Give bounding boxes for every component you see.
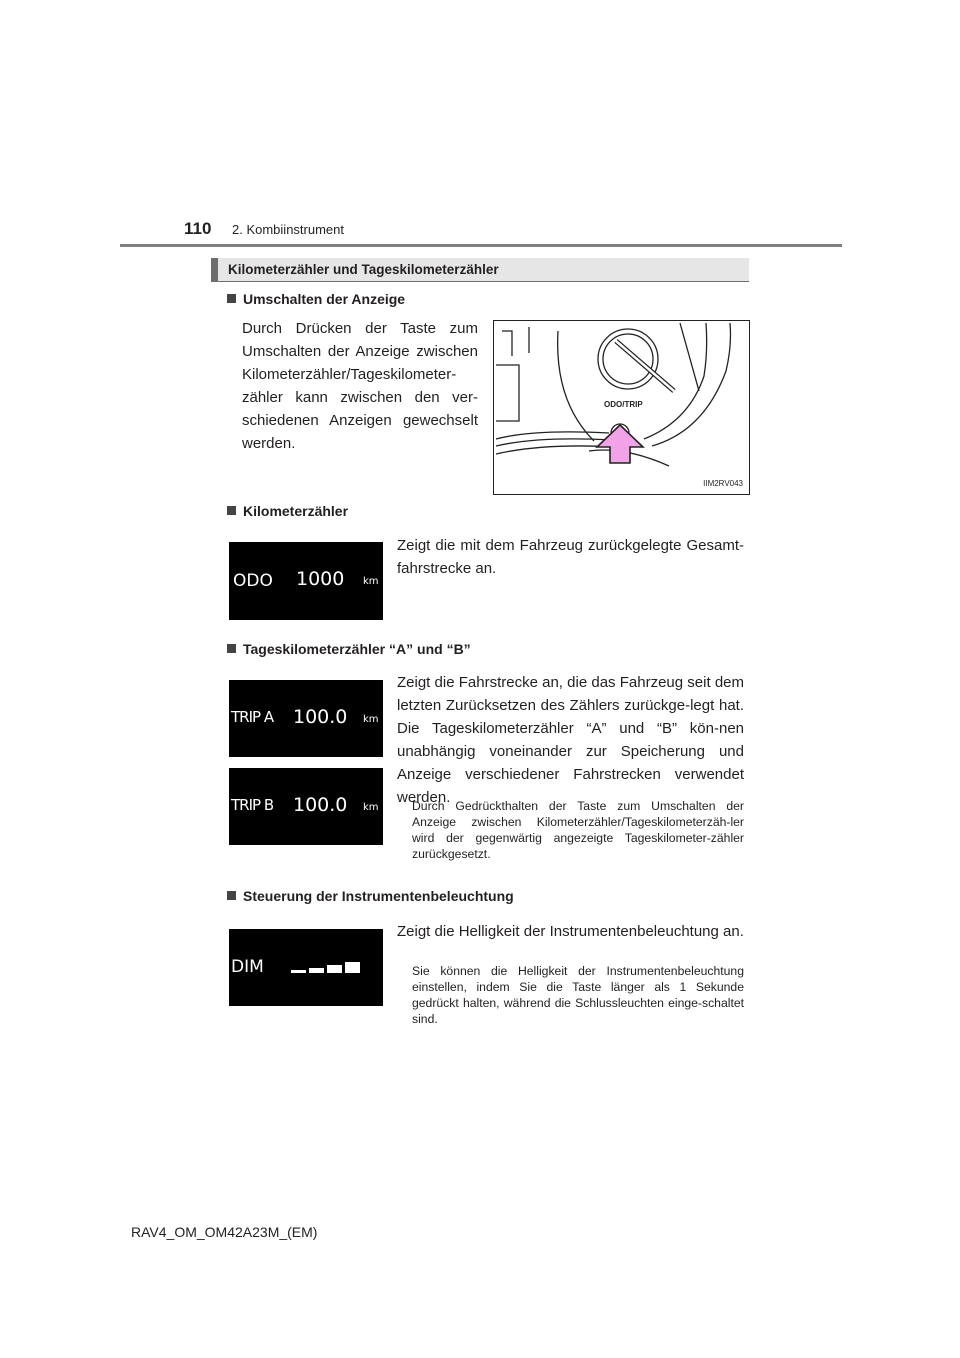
page-number: 110 [184,219,212,238]
brightness-level-icon [289,959,361,975]
lcd-unit: km [363,714,379,725]
lcd-unit: km [363,802,379,813]
arrow-up-icon [597,425,643,463]
illumination-text: Zeigt die Helligkeit der Instrumentenbeleuchtung an. [397,923,744,940]
lcd-label: TRIP A [231,708,274,726]
lcd-value: 100.0 [293,794,348,816]
odometer-text: Zeigt die mit dem Fahrzeug zurückgelegte Gesamt-fahrstrecke an. [397,537,744,577]
trip-heading: Tageskilometerzähler “A” und “B” [227,641,471,657]
illumination-note: Sie können die Helligkeit der Instrumentenbeleuchtung einstellen, indem Sie die Taste länger als 1 Sekunde gedrückt halten, während die Schlussleuchten einge-schaltet sind. [412,964,744,1026]
lcd-unit: km [363,576,379,587]
square-bullet-icon [227,506,236,515]
illustration-code: IIM2RV043 [703,479,743,488]
header-rule [120,244,842,247]
illumination-display [229,929,383,1006]
trip-b-display [229,768,383,845]
lcd-value: 100.0 [293,706,348,728]
lcd-label: ODO [233,571,273,591]
display-switch-heading: Umschalten der Anzeige [227,291,405,307]
square-bullet-icon [227,644,236,653]
section-header [211,258,749,282]
odo-trip-button-drawing [494,321,749,494]
chapter-title: 2. Kombiinstrument [232,222,344,237]
instrument-illustration [493,320,750,495]
button-label: ODO/TRIP [604,400,643,409]
square-bullet-icon [227,294,236,303]
trip-note: Durch Gedrückthalten der Taste zum Umschalten der Anzeige zwischen Kilometerzähler/Tageskilometerzäh-ler wird der gegenwärtig angezeigte Tageskilometer-zähler zurückgesetzt. [412,799,744,861]
odometer-display [229,542,383,620]
lcd-label: TRIP B [231,796,274,814]
lcd-value: 1000 [296,568,345,590]
illumination-heading: Steuerung der Instrumentenbeleuchtung [227,888,514,904]
section-title: Kilometerzähler und Tageskilometerzähler [228,262,499,277]
trip-a-display [229,680,383,757]
display-switch-text: Durch Drücken der Taste zum Umschalten der Anzeige zwischen Kilometerzähler/Tageskilometer-zähler kann zwischen den ver-schiedenen Anzeigen gewechselt werden. [242,320,478,452]
trip-text: Zeigt die Fahrstrecke an, die das Fahrzeug seit dem letzten Zurücksetzen des Zählers zurückge-legt hat. Die Tageskilometerzähler “A” und “B” kön-nen unabhängig voneinander zur Speicherung und Anzeige verschiedener Fahrstrecken verwendet werden. [397,674,744,806]
square-bullet-icon [227,891,236,900]
lcd-label: DIM [231,957,264,977]
odometer-heading: Kilometerzähler [227,503,348,519]
document-code: RAV4_OM_OM42A23M_(EM) [131,1224,318,1240]
